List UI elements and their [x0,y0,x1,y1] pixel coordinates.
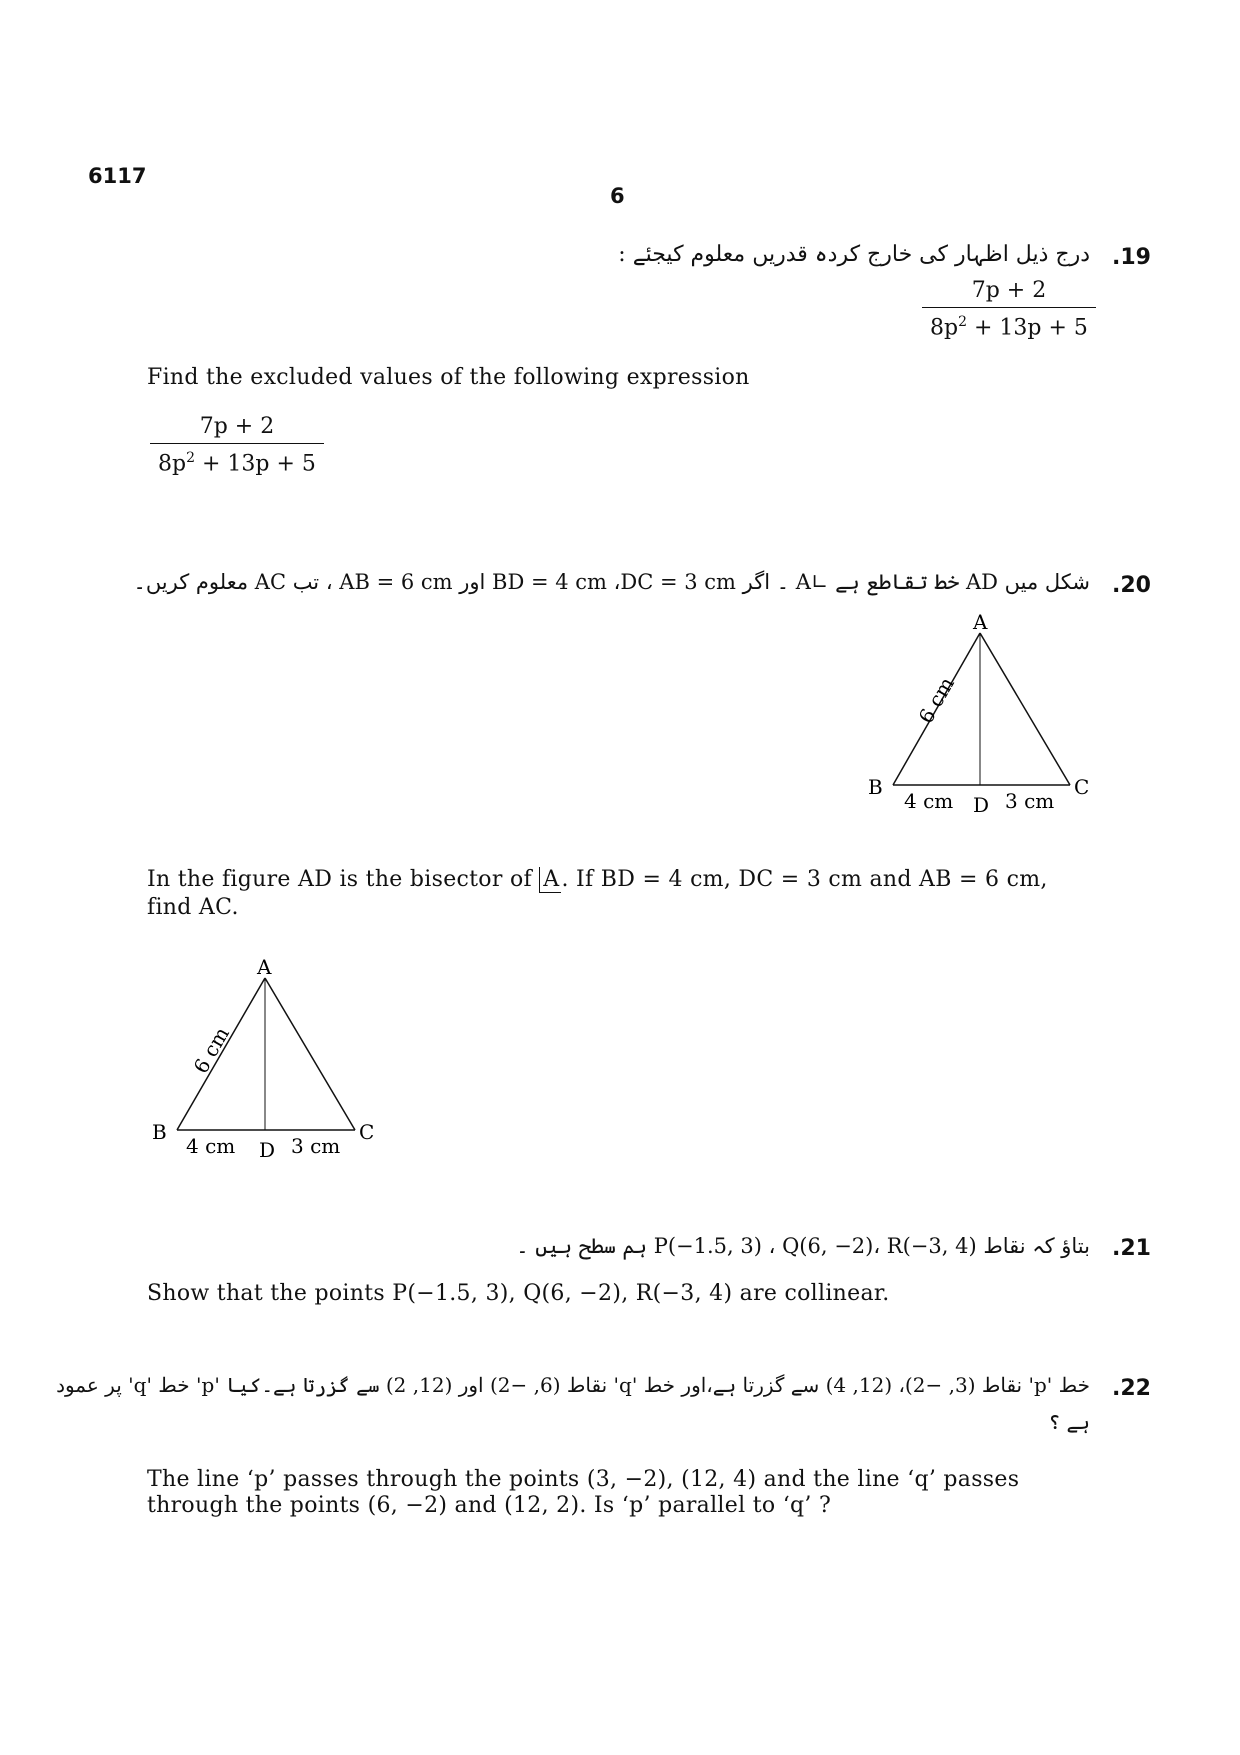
q22-english-line2: through the points (6, −2) and (12, 2). Is ‘p’ parallel to ‘q’ ? [147,1493,832,1518]
q21-english-text: Show that the points P(−1.5, 3), Q(6, −2), R(−3, 4) are collinear. [147,1281,890,1306]
vertex-d-label: D [973,793,990,817]
q19-urdu-fraction [922,278,1096,340]
vertex-c-label: C [1074,775,1090,799]
q19-english-fraction [150,414,324,476]
q22-english-line1: The line ‘p’ passes through the points (3, −2), (12, 4) and the line ‘q’ passes [147,1467,1020,1492]
q20-english-text: In the figure AD is the bisector of A. If BD = 4 cm, DC = 3 cm and AB = 6 cm, find AC. [147,867,1048,920]
bd-length-label: 4 cm [904,789,954,813]
q22-urdu-line1: خط 'p' نقاط (3, −2)، (12, 4) سے گزرتا ہے،اور خط 'q' نقاط (6, −2) اور (12, 2) سے گزرتا ہے۔کیا 'p' خط 'q' پر عمود [56,1373,1090,1397]
q22-urdu-line2: ہے ؟ [1048,1410,1090,1434]
paper-code: 6117 [88,164,147,188]
q21-number: .21 [1112,1236,1151,1261]
vertex-c-label: C [359,1120,375,1144]
q20-urdu-triangle-figure [860,605,1100,820]
q21-urdu-text: بتاؤ کہ نقاط P(−1.5, 3) ، Q(6, −2)، R(−3, 4) ہم سطح ہیں ۔ [516,1234,1090,1258]
q20-urdu-text: شکل میں AD خط تقاطع ہے ∟A ۔ اگر BD = 4 cm ،DC = 3 cm اور AB = 6 cm ، تب AC معلوم کریں۔ [133,570,1090,594]
bd-length-label: 4 cm [186,1134,236,1158]
q19-english-text: Find the excluded values of the following expression [147,365,750,390]
dc-length-label: 3 cm [291,1134,341,1158]
vertex-d-label: D [259,1138,276,1162]
q20-english-triangle-figure [143,950,383,1165]
fraction-denominator: $8p^2 + 13p + 5$ [922,307,1096,340]
ab-length-label: 6 cm [188,1022,234,1078]
q19-urdu-text: درج ذیل اظہار کی خارج کردہ قدریں معلوم کیجئے : [618,242,1090,267]
angle-symbol: A [539,867,561,893]
vertex-b-label: B [868,775,883,799]
q22-number: .22 [1112,1376,1151,1401]
vertex-a-label: A [973,610,988,634]
fraction-denominator: $8p^2 + 13p + 5$ [150,443,324,476]
fraction-numerator: 7p + 2 [199,414,275,439]
side-ac [980,633,1070,785]
vertex-a-label: A [257,955,272,979]
dc-length-label: 3 cm [1005,789,1055,813]
q19-number: .19 [1112,245,1151,270]
side-ac [265,978,355,1130]
fraction-numerator: 7p + 2 [971,278,1047,303]
page-number: 6 [610,184,625,208]
ab-length-label: 6 cm [913,672,959,728]
q20-number: .20 [1112,573,1151,598]
vertex-b-label: B [152,1120,167,1144]
